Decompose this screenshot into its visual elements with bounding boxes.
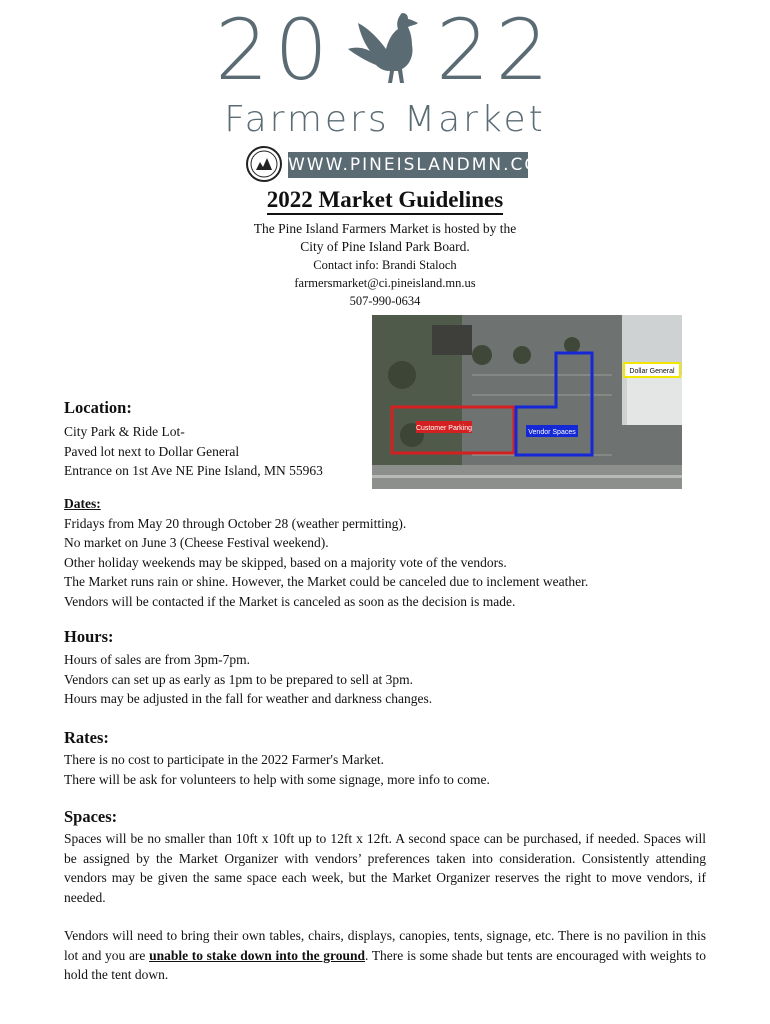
dollar-general-label: Dollar General: [629, 368, 675, 375]
page-title-text: 2022 Market Guidelines: [267, 187, 503, 215]
market-title: Farmers Market: [224, 99, 546, 140]
spaces-heading: Spaces:: [64, 807, 118, 826]
location-line: City Park & Ride Lot-: [64, 424, 185, 439]
spaces-paragraph-1: Spaces will be no smaller than 10ft x 10ft up to 12ft x 12ft. A second space can be purchased, if needed. Spaces will be assigned by the Market Organizer with vendors’ preferences taken into consideration. Consistently attending vendors may be given the same space each week, but the Market Organizer reserves the right to move vendors, if needed.: [64, 831, 706, 905]
contact-phone: 507-990-0634: [349, 294, 421, 308]
hours-body: [64, 650, 432, 709]
spaces-p2-emphasis: unable to stake down into the ground: [149, 947, 366, 963]
header: [0, 0, 770, 190]
spaces-paragraph-2: [64, 926, 706, 985]
location-line: Entrance on 1st Ave NE Pine Island, MN 55963: [64, 463, 323, 478]
rates-line: There will be ask for volunteers to help with some signage, more info to come.: [64, 771, 490, 787]
rates-line: There is no cost to participate in the 2022 Farmer's Market.: [64, 752, 384, 767]
vendor-spaces-label: Vendor Spaces: [528, 429, 576, 436]
hours-heading: Hours:: [64, 627, 114, 646]
dates-heading: Dates:: [64, 496, 101, 511]
dates-line: Vendors will be contacted if the Market is canceled as soon as the decision is made.: [64, 593, 516, 609]
dates-line: The Market runs rain or shine. However, the Market could be canceled due to inclement weather.: [64, 574, 589, 589]
intro-line-2: City of Pine Island Park Board.: [300, 239, 470, 254]
spaces-p2-after: . There is some shade but tents are encouraged with weights to hold the tent down.: [64, 947, 706, 982]
dates-section: [64, 494, 588, 611]
intro-line-1: The Pine Island Farmers Market is hosted by the: [253, 221, 517, 236]
dates-line: Fridays from May 20 through October 28 (weather permitting).: [64, 515, 407, 531]
pine-island-logo: [246, 146, 282, 182]
page-title: [0, 186, 770, 214]
dates-line: No market on June 3 (Cheese Festival weekend).: [64, 535, 329, 550]
dates-line: Other holiday weekends may be skipped, based on a majority vote of the vendors.: [64, 554, 507, 570]
year-left: 20: [215, 1, 334, 99]
year-banner: [0, 2, 770, 98]
hours-line: Hours of sales are from 3pm-7pm.: [64, 652, 250, 667]
spaces-p2-before: Vendors will need to bring their own tables, chairs, displays, canopies, tents, signage, etc. There is no pavilion in this lot and you are: [64, 928, 706, 963]
hours-line: Hours may be adjusted in the fall for weather and darkness changes.: [64, 691, 433, 706]
contact-name: Contact info: Brandi Staloch: [313, 258, 457, 272]
location-heading: Location:: [64, 398, 132, 417]
location-body: [64, 422, 323, 481]
hours-line: Vendors can set up as early as 1pm to be prepared to sell at 3pm.: [64, 671, 414, 687]
location-map: [372, 315, 682, 489]
year-right: 22: [436, 1, 555, 99]
rates-heading: Rates:: [64, 728, 109, 747]
rates-body: [64, 750, 490, 789]
location-line: Paved lot next to Dollar General: [64, 443, 240, 459]
customer-parking-label: Customer Parking: [415, 425, 473, 432]
intro-block: [0, 220, 770, 310]
rooster-icon: [340, 7, 430, 87]
contact-email: farmersmarket@ci.pineisland.mn.us: [294, 276, 476, 290]
website-url: WWW.PINEISLANDMN.COM: [288, 152, 528, 178]
